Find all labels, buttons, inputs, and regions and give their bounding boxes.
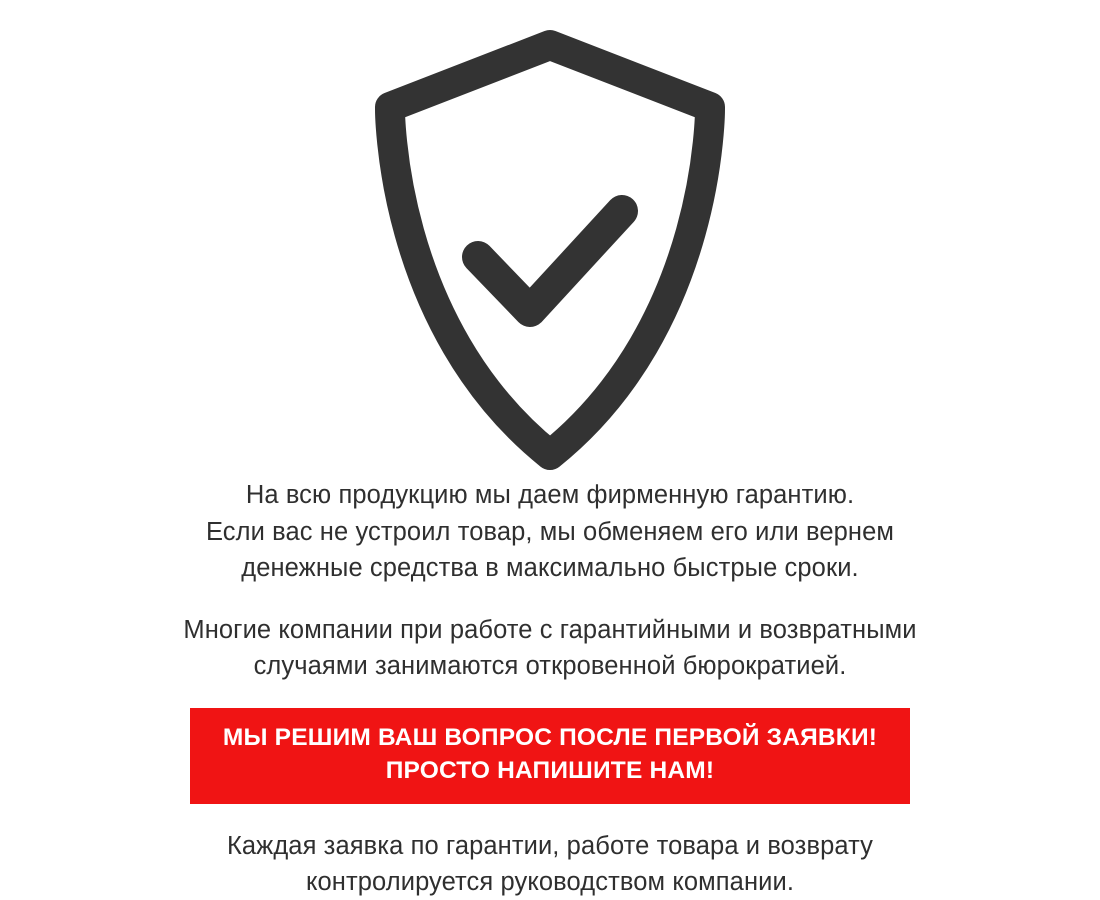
banner-line-2: ПРОСТО НАПИШИТЕ НАМ! [385,757,715,785]
paragraph-guarantee [160,477,940,586]
banner-line-1: МЫ РЕШИМ ВАШ ВОПРОС ПОСЛЕ ПЕРВОЙ ЗАЯВКИ! [222,724,878,752]
paragraph-guarantee-line-3: денежные средства в максимально быстрые сроки. [241,553,859,582]
paragraph-bureaucracy-line-2: случаями занимаются откровенной бюрократией. [253,652,847,681]
paragraph-guarantee-line-1: На всю продукцию мы даем фирменную гарантию. [245,481,855,510]
call-to-action-banner [190,708,910,803]
guarantee-text-block [140,477,960,900]
paragraph-control [160,828,940,900]
paragraph-bureaucracy [140,612,960,684]
paragraph-control-line-1: Каждая заявка по гарантии, работе товара и возврату [226,831,874,860]
shield-check-icon [340,22,760,477]
paragraph-guarantee-line-2: Если вас не устроил товар, мы обменяем его или вернем [205,517,895,546]
paragraph-bureaucracy-line-1: Многие компании при работе с гарантийными и возвратными [183,616,917,645]
paragraph-control-line-2: контролируется руководством компании. [305,867,795,896]
